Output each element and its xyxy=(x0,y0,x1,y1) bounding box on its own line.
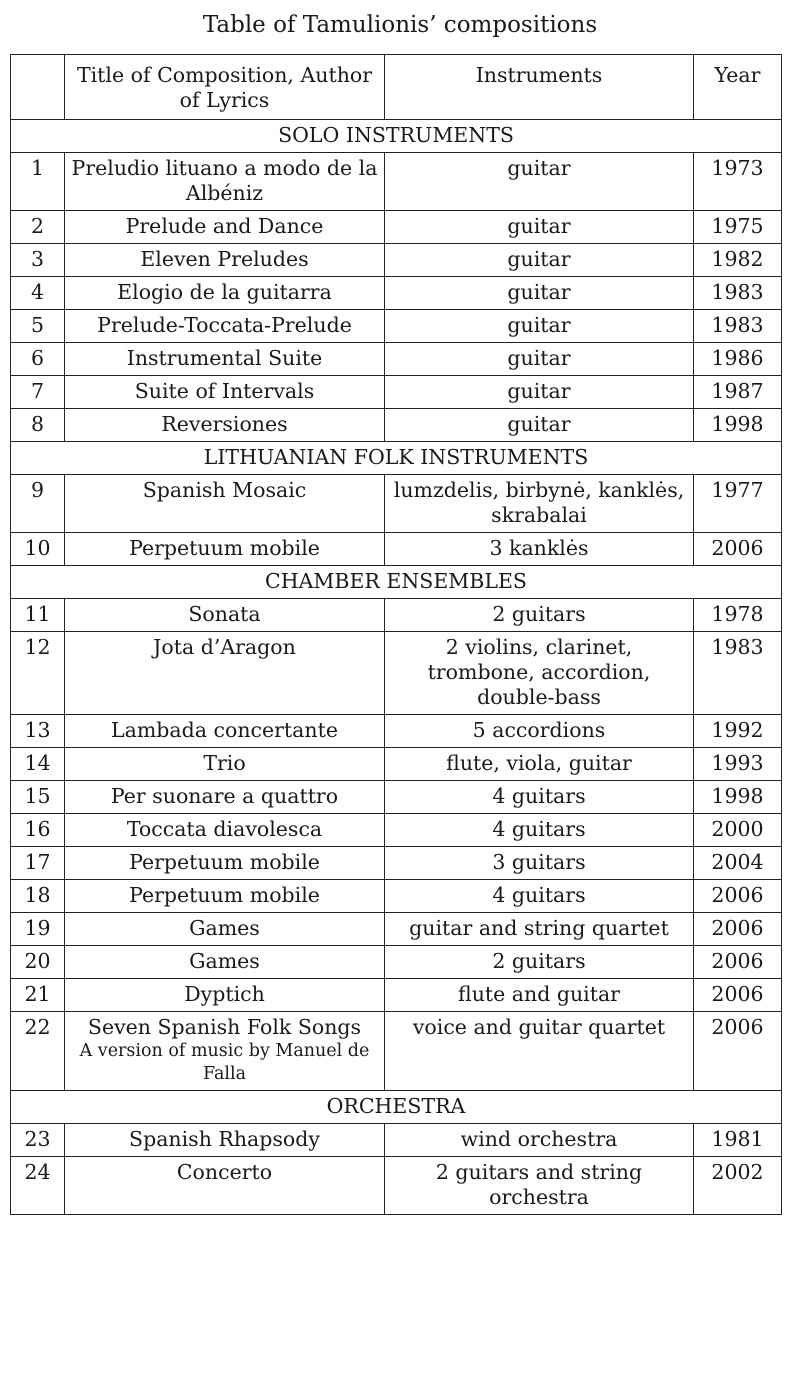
row-instruments: 2 violins, clarinet, trombone, accordion, double-bass xyxy=(385,632,694,715)
row-title-cell xyxy=(65,847,385,880)
header-instruments: Instruments xyxy=(385,55,694,120)
row-year: 2006 xyxy=(694,1012,782,1091)
row-title-cell xyxy=(65,533,385,566)
table-row xyxy=(11,847,782,880)
row-title-cell xyxy=(65,310,385,343)
row-year: 1987 xyxy=(694,376,782,409)
row-title: Reversiones xyxy=(161,412,288,436)
row-title: Toccata diavolesca xyxy=(126,817,323,841)
row-title-cell xyxy=(65,913,385,946)
table-row xyxy=(11,913,782,946)
section-row xyxy=(11,442,782,475)
row-year: 1998 xyxy=(694,409,782,442)
row-number: 18 xyxy=(11,880,65,913)
row-number: 8 xyxy=(11,409,65,442)
row-year: 1982 xyxy=(694,244,782,277)
section-heading: SOLO INSTRUMENTS xyxy=(11,120,782,153)
row-title-cell xyxy=(65,1124,385,1157)
row-title-cell xyxy=(65,748,385,781)
row-title-cell xyxy=(65,880,385,913)
row-title-cell xyxy=(65,211,385,244)
row-number: 11 xyxy=(11,599,65,632)
row-title: Concerto xyxy=(176,1160,273,1184)
row-year: 1986 xyxy=(694,343,782,376)
table-row xyxy=(11,946,782,979)
row-number: 17 xyxy=(11,847,65,880)
row-title: Prelude-Toccata-Prelude xyxy=(97,313,352,337)
row-year: 2004 xyxy=(694,847,782,880)
table-row xyxy=(11,880,782,913)
row-number: 20 xyxy=(11,946,65,979)
section-heading: ORCHESTRA xyxy=(11,1091,782,1124)
row-title-cell xyxy=(65,979,385,1012)
table-row xyxy=(11,715,782,748)
row-number: 3 xyxy=(11,244,65,277)
row-number: 4 xyxy=(11,277,65,310)
row-title-cell xyxy=(65,277,385,310)
row-year: 1977 xyxy=(694,475,782,533)
row-title-cell xyxy=(65,409,385,442)
row-instruments: voice and guitar quartet xyxy=(385,1012,694,1091)
table-row xyxy=(11,1012,782,1091)
table-row xyxy=(11,475,782,533)
section-heading: LITHUANIAN FOLK INSTRUMENTS xyxy=(11,442,782,475)
row-title: Eleven Preludes xyxy=(140,247,309,271)
row-title-cell xyxy=(65,475,385,533)
row-title-cell xyxy=(65,1012,385,1091)
row-instruments: flute and guitar xyxy=(385,979,694,1012)
row-instruments: guitar and string quartet xyxy=(385,913,694,946)
row-year: 1983 xyxy=(694,632,782,715)
row-year: 1983 xyxy=(694,310,782,343)
row-title: Prelude and Dance xyxy=(125,214,324,238)
header-number xyxy=(11,55,65,120)
page-title: Table of Tamulionis’ compositions xyxy=(202,12,598,38)
row-instruments: guitar xyxy=(385,211,694,244)
row-title-cell xyxy=(65,599,385,632)
row-title: Seven Spanish Folk Songs xyxy=(87,1015,362,1039)
row-number: 5 xyxy=(11,310,65,343)
table-row xyxy=(11,153,782,211)
row-year: 1992 xyxy=(694,715,782,748)
row-number: 22 xyxy=(11,1012,65,1091)
section-row xyxy=(11,120,782,153)
row-title-cell xyxy=(65,781,385,814)
row-title: Games xyxy=(189,949,260,973)
row-instruments: guitar xyxy=(385,409,694,442)
table-row xyxy=(11,599,782,632)
header-row xyxy=(11,55,782,120)
row-year: 1973 xyxy=(694,153,782,211)
row-title-cell xyxy=(65,153,385,211)
row-title: Trio xyxy=(203,751,246,775)
row-instruments: 4 guitars xyxy=(385,880,694,913)
table-row xyxy=(11,533,782,566)
row-year: 1978 xyxy=(694,599,782,632)
row-number: 14 xyxy=(11,748,65,781)
row-year: 2006 xyxy=(694,946,782,979)
row-instruments: guitar xyxy=(385,376,694,409)
table-row xyxy=(11,632,782,715)
header-title: Title of Composition, Author of Lyrics xyxy=(65,55,385,120)
row-number: 23 xyxy=(11,1124,65,1157)
row-year: 1983 xyxy=(694,277,782,310)
row-number: 1 xyxy=(11,153,65,211)
row-title-cell xyxy=(65,1157,385,1215)
table-row xyxy=(11,781,782,814)
row-instruments: 5 accordions xyxy=(385,715,694,748)
row-title: Dyptich xyxy=(184,982,265,1006)
row-title: Per suonare a quattro xyxy=(110,784,339,808)
section-row xyxy=(11,1091,782,1124)
row-year: 2000 xyxy=(694,814,782,847)
row-title-cell xyxy=(65,343,385,376)
row-title: Preludio lituano a modo de la Albéniz xyxy=(71,156,378,205)
row-title-cell xyxy=(65,244,385,277)
row-number: 7 xyxy=(11,376,65,409)
table-row xyxy=(11,211,782,244)
table-row xyxy=(11,244,782,277)
row-number: 6 xyxy=(11,343,65,376)
row-instruments: guitar xyxy=(385,153,694,211)
row-year: 1975 xyxy=(694,211,782,244)
row-year: 2006 xyxy=(694,533,782,566)
row-year: 2002 xyxy=(694,1157,782,1215)
row-title-note: A version of music by Manuel de Falla xyxy=(79,1041,370,1084)
section-row xyxy=(11,566,782,599)
row-number: 24 xyxy=(11,1157,65,1215)
table-row xyxy=(11,310,782,343)
table-row xyxy=(11,814,782,847)
row-number: 13 xyxy=(11,715,65,748)
row-number: 2 xyxy=(11,211,65,244)
row-title-cell xyxy=(65,946,385,979)
row-title: Spanish Mosaic xyxy=(142,478,307,502)
table-row xyxy=(11,409,782,442)
row-title-cell xyxy=(65,715,385,748)
row-instruments: wind orchestra xyxy=(385,1124,694,1157)
row-number: 9 xyxy=(11,475,65,533)
table-row xyxy=(11,979,782,1012)
row-title: Sonata xyxy=(188,602,261,626)
row-number: 19 xyxy=(11,913,65,946)
row-instruments: 2 guitars xyxy=(385,946,694,979)
table-row xyxy=(11,343,782,376)
table-row xyxy=(11,376,782,409)
row-number: 21 xyxy=(11,979,65,1012)
section-heading: CHAMBER ENSEMBLES xyxy=(11,566,782,599)
row-instruments: guitar xyxy=(385,244,694,277)
row-number: 15 xyxy=(11,781,65,814)
row-instruments: flute, viola, guitar xyxy=(385,748,694,781)
row-instruments: guitar xyxy=(385,310,694,343)
row-title: Jota d’Aragon xyxy=(153,635,296,659)
row-instruments: guitar xyxy=(385,343,694,376)
row-instruments: 4 guitars xyxy=(385,814,694,847)
row-year: 1993 xyxy=(694,748,782,781)
header-year: Year xyxy=(694,55,782,120)
row-title: Perpetuum mobile xyxy=(129,883,320,907)
row-year: 2006 xyxy=(694,880,782,913)
row-title: Suite of Intervals xyxy=(134,379,315,403)
row-year: 2006 xyxy=(694,979,782,1012)
row-number: 12 xyxy=(11,632,65,715)
row-title: Instrumental Suite xyxy=(126,346,323,370)
row-instruments: lumzdelis, birbynė, kanklės, skrabalai xyxy=(385,475,694,533)
table-row xyxy=(11,1157,782,1215)
table-row xyxy=(11,748,782,781)
row-title: Games xyxy=(189,916,260,940)
row-year: 1998 xyxy=(694,781,782,814)
table-row xyxy=(11,1124,782,1157)
row-title: Spanish Rhapsody xyxy=(129,1127,320,1151)
row-title: Lambada concertante xyxy=(111,718,338,742)
row-instruments: 4 guitars xyxy=(385,781,694,814)
row-title-cell xyxy=(65,814,385,847)
table-row xyxy=(11,277,782,310)
table-body xyxy=(11,120,782,1215)
row-instruments: 3 kanklės xyxy=(385,533,694,566)
row-title-cell xyxy=(65,632,385,715)
row-title: Perpetuum mobile xyxy=(129,850,320,874)
compositions-table xyxy=(10,54,782,1215)
row-instruments: 2 guitars xyxy=(385,599,694,632)
row-year: 2006 xyxy=(694,913,782,946)
row-instruments: 2 guitars and string orchestra xyxy=(385,1157,694,1215)
row-number: 10 xyxy=(11,533,65,566)
row-title-cell xyxy=(65,376,385,409)
row-instruments: 3 guitars xyxy=(385,847,694,880)
row-instruments: guitar xyxy=(385,277,694,310)
row-title: Elogio de la guitarra xyxy=(117,280,332,304)
row-number: 16 xyxy=(11,814,65,847)
row-year: 1981 xyxy=(694,1124,782,1157)
row-title: Perpetuum mobile xyxy=(129,536,320,560)
